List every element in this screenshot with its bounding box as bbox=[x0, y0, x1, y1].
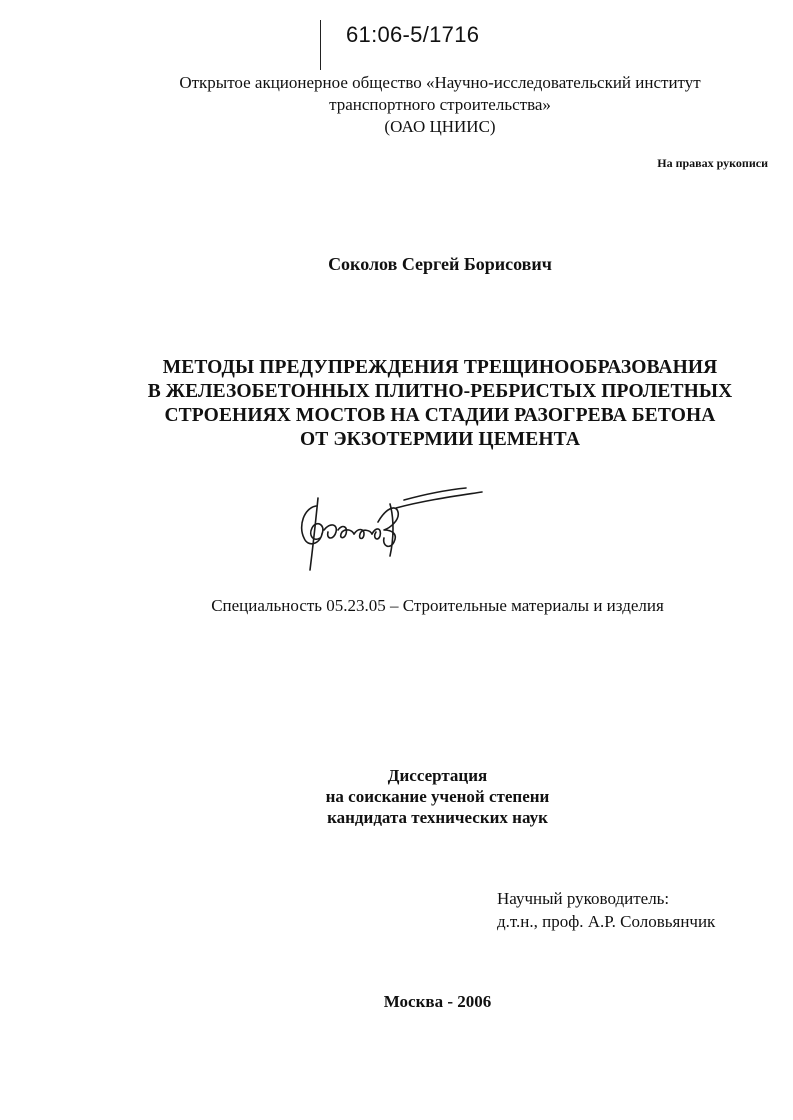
organization-line: Открытое акционерное общество «Научно-исследовательский институт bbox=[179, 73, 701, 92]
degree-line: кандидата технических наук bbox=[327, 808, 548, 827]
degree-line: Диссертация bbox=[387, 766, 488, 785]
supervisor-block bbox=[497, 887, 715, 933]
supervisor-label: Научный руководитель: bbox=[497, 889, 670, 908]
organization-line: (ОАО ЦНИИС) bbox=[384, 117, 496, 136]
manuscript-rights-note: На правах рукописи bbox=[657, 156, 768, 170]
dissertation-title bbox=[0, 356, 793, 452]
title-line: МЕТОДЫ ПРЕДУПРЕЖДЕНИЯ ТРЕЩИНООБРАЗОВАНИЯ bbox=[162, 357, 718, 378]
signature-icon bbox=[286, 478, 486, 578]
stamp-divider-line bbox=[320, 20, 321, 70]
organization-header bbox=[60, 72, 793, 138]
specialty-line: Специальность 05.23.05 – Строительные материалы и изделия bbox=[211, 596, 664, 615]
author-name: Соколов Сергей Борисович bbox=[328, 254, 552, 274]
city-year: Москва - 2006 bbox=[383, 992, 492, 1011]
catalog-stamp-code: 61:06-5/1716 bbox=[346, 22, 480, 47]
supervisor-name: д.т.н., проф. А.Р. Соловьянчик bbox=[497, 912, 716, 931]
organization-line: транспортного строительства» bbox=[329, 95, 551, 114]
title-line: В ЖЕЛЕЗОБЕТОННЫХ ПЛИТНО-РЕБРИСТЫХ ПРОЛЕТНЫХ bbox=[147, 381, 733, 402]
dissertation-degree-block bbox=[0, 765, 793, 828]
title-line: ОТ ЭКЗОТЕРМИИ ЦЕМЕНТА bbox=[299, 429, 580, 450]
degree-line: на соискание ученой степени bbox=[325, 787, 550, 806]
title-line: СТРОЕНИЯХ МОСТОВ НА СТАДИИ РАЗОГРЕВА БЕТОНА bbox=[164, 405, 716, 426]
